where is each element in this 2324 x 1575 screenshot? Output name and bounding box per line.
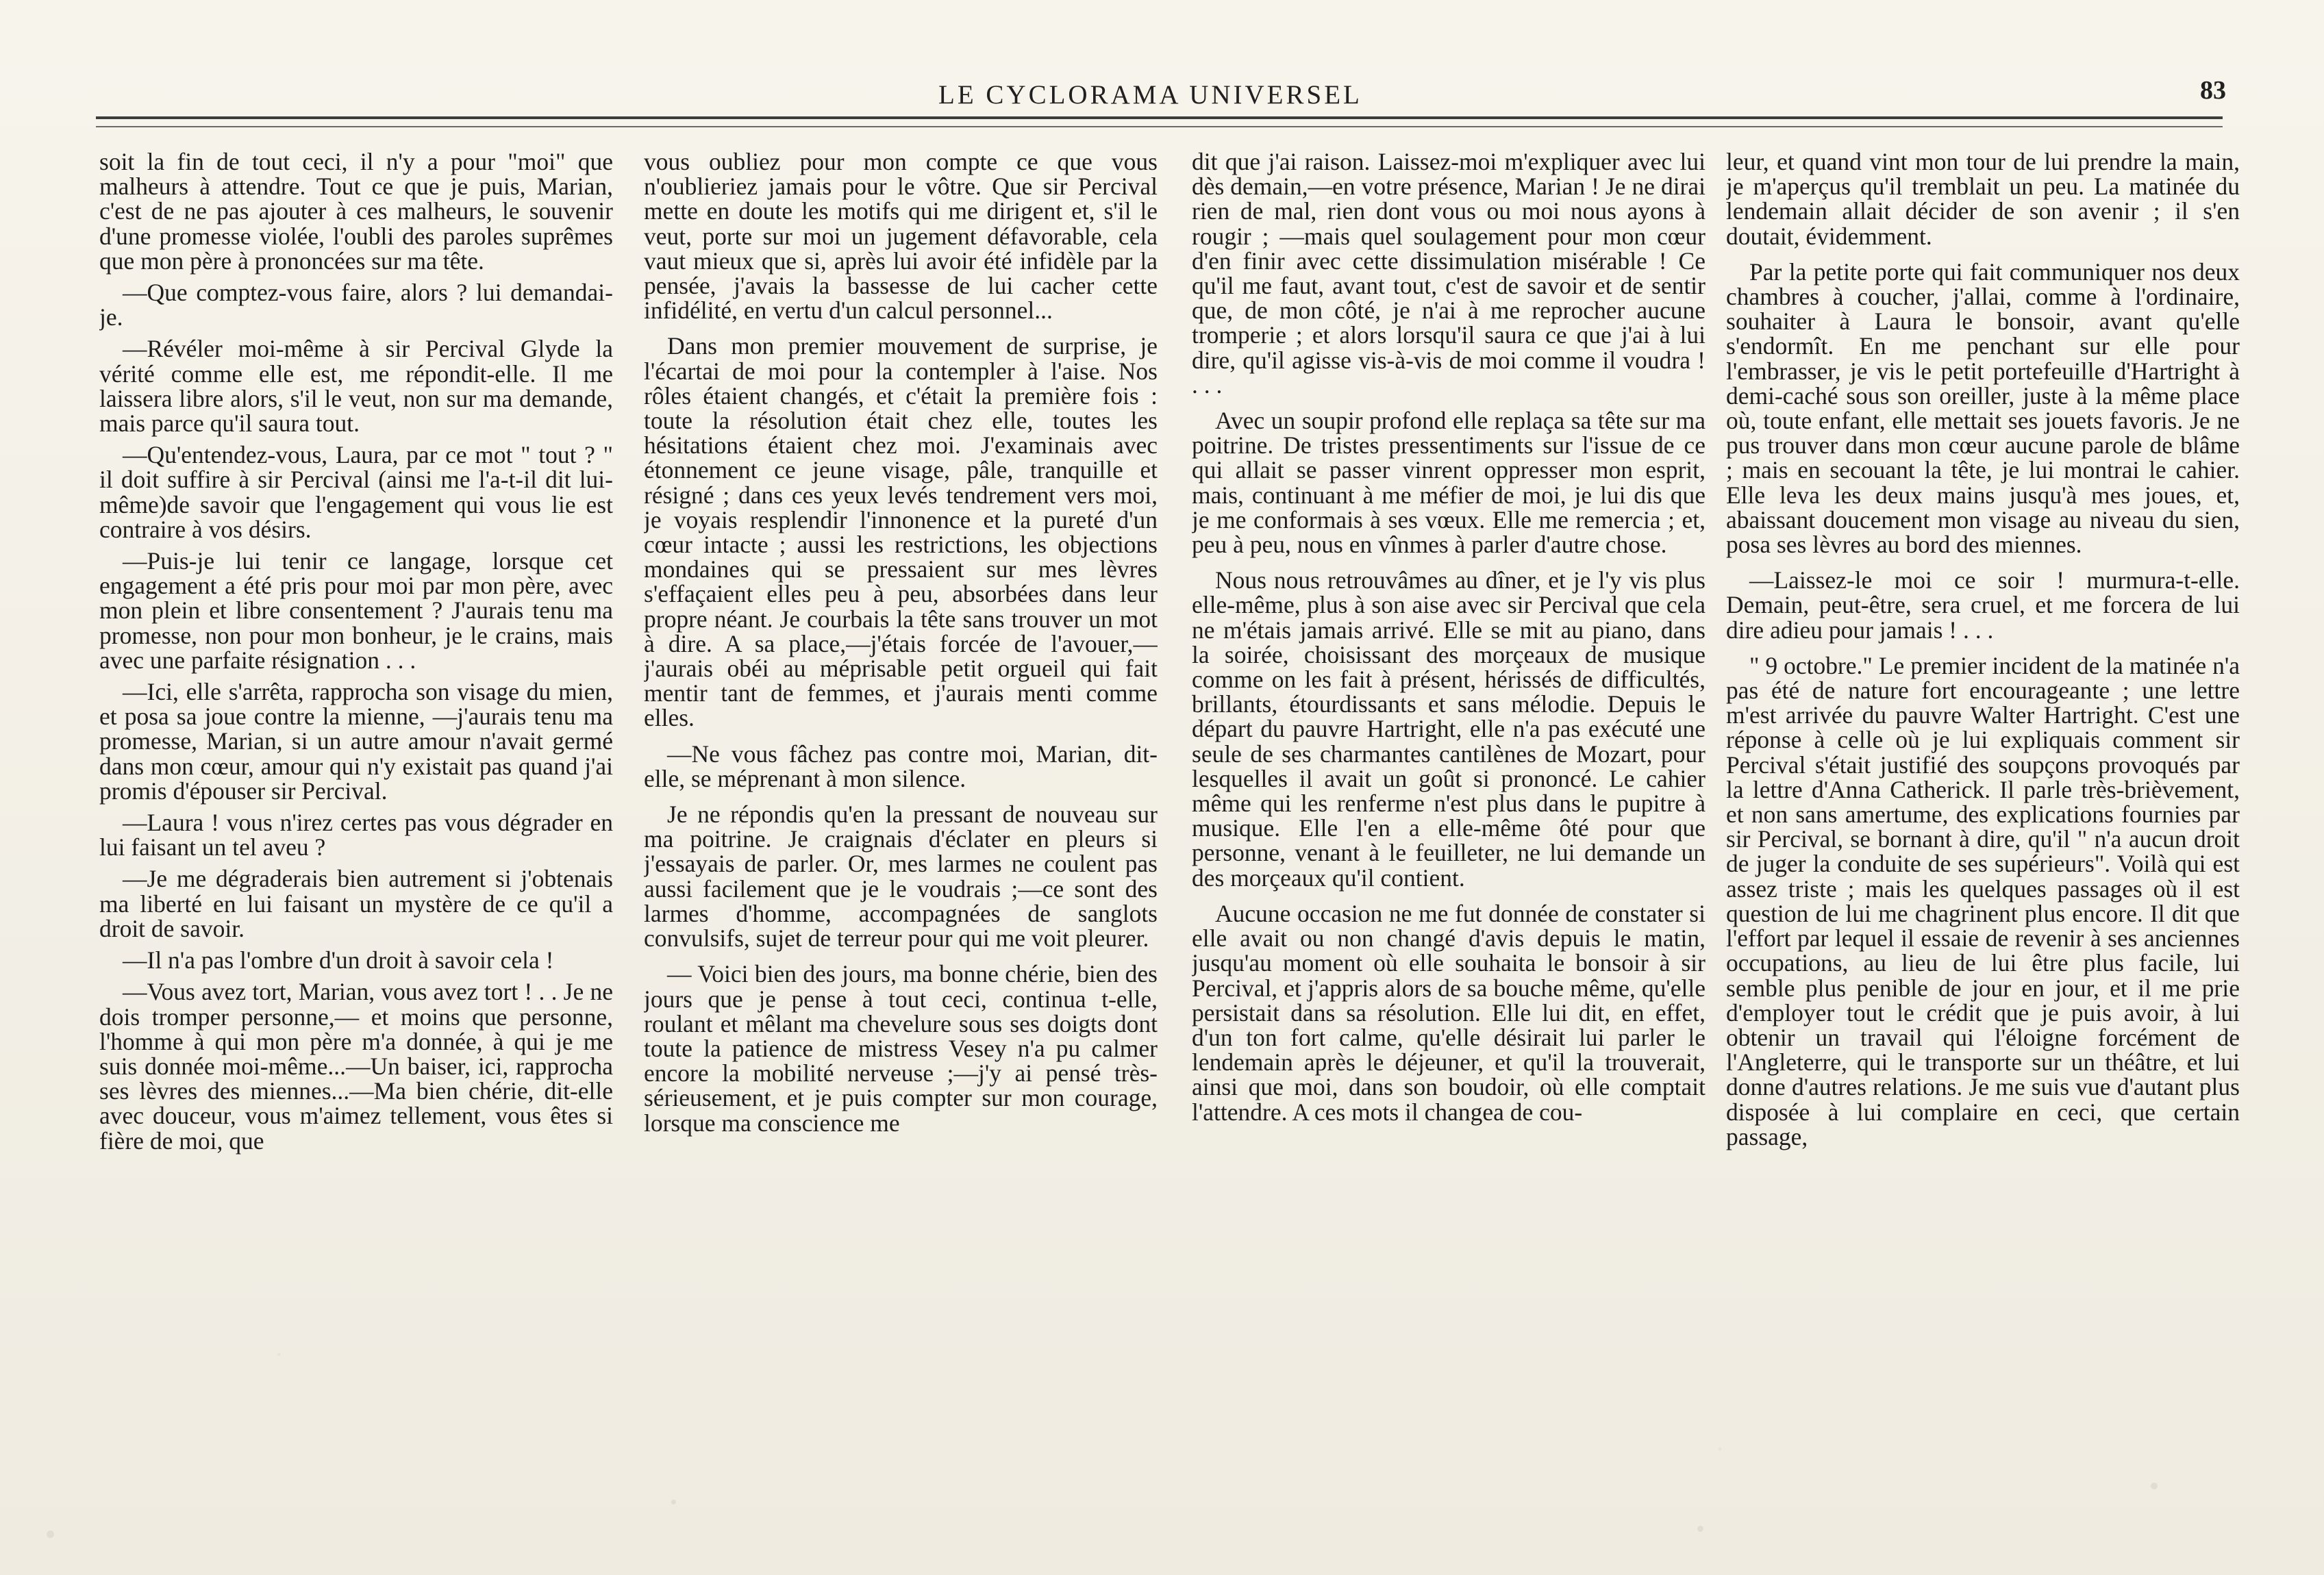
text-column-2: [644, 149, 1158, 1423]
paragraph-col4-3: —Laissez-le moi ce soir ! murmura-t-elle. Demain, peut-être, sera cruel, et me forcera de lui dire adieu pour jamais ! . . .: [1726, 566, 2240, 644]
paragraph-col2-4: Je ne répondis qu'en la pressant de nouveau sur ma poitrine. Je craignais d'éclater en pleurs si j'essayais de parler. Or, mes larmes ne coulent pas aussi facilement que je le voudrais ;—ce sont des larmes d'homme, accompagnées de sanglots convulsifs, sujet de terreur pour qui me voit pleurer.: [644, 801, 1158, 953]
text-column-1: [99, 149, 613, 1423]
paragraph-col1-2: —Que comptez-vous faire, alors ? lui demandai-je.: [99, 279, 613, 331]
paragraph-col1-1: soit la fin de tout ceci, il n'y a pour "moi" que malheurs à attendre. Tout ce que je puis, Marian, c'est de ne pas ajouter à ces malheurs, le souvenir d'une promesse violée, l'oubli des paroles suprêmes que mon père à prononcées sur ma tête.: [99, 149, 613, 275]
paragraph-col1-10: —Vous avez tort, Marian, vous avez tort ! . . Je ne dois tromper personne,— et moins que personne, l'homme à qui mon père m'a donnée, à qui je me suis donnée moi-même...—Un baiser, ici, rapprocha ses lèvres des miennes...—Ma bien chérie, dit-elle avec douceur, vous m'aimez tellement, vous êtes si fière de moi, que: [99, 978, 613, 1155]
paragraph-col2-1: vous oubliez pour mon compte ce que vous n'oublieriez jamais pour le vôtre. Que sir Percival mette en doute les motifs qui me dirigent et, s'il le veut, porte sur moi un jugement défavorable, cela vaut mieux que si, après lui avoir été infidèle par la pensée, j'avais la bassesse de lui cacher cette infidélité, en vertu d'un calcul personnel...: [644, 149, 1158, 325]
page-title: LE CYCLORAMA UNIVERSEL: [938, 80, 1362, 110]
page-number: 83: [2200, 76, 2226, 105]
paragraph-col2-3: —Ne vous fâchez pas contre moi, Marian, dit-elle, se méprenant à mon silence.: [644, 740, 1158, 792]
paragraph-col1-5: —Puis-je lui tenir ce langage, lorsque cet engagement a été pris pour moi par mon père, avec mon plein et libre consentement ? J'aurais tenu ma promesse, non pour mon bonheur, je le crains, mais avec une parfaite résignation . . .: [99, 547, 613, 674]
header-rule-bottom: [96, 126, 2223, 127]
paragraph-col2-2: Dans mon premier mouvement de surprise, je l'écartai de moi pour la contempler à l'aise. Nos rôles étaient changés, et c'était la première fois : toute la résolution était chez elle, toutes les hésitations étaient chez moi. J'examinais avec étonnement ce jeune visage, pâle, tranquille et résigné ; dans ces yeux levés tendrement vers moi, je voyais resplendir l'innonence et la pureté d'un cœur intacte ; aussi les restrictions, les objections mondaines qui se pressaient sur mes lèvres s'effaçaient elles peu à peu, absorbées dans leur propre néant. Je courbais la tête sans trouver un mot à dire. A sa place,—j'étais forcée de l'avouer,— j'aurais obéi au méprisable petit orgueil qui fait mentir tant de femmes, et j'aurais menti comme elles.: [644, 332, 1158, 732]
paragraph-col3-3: Nous nous retrouvâmes au dîner, et je l'y vis plus elle-même, plus à son aise avec sir Percival que cela ne m'étais jamais arrivé. Elle se mit au piano, dans la soirée, choisissant des morçeaux de musique comme on les fait à présent, hérissés de difficultés, brillants, étourdissants et sans mélodie. Depuis le départ du pauvre Hartright, elle n'a pas exécuté une seule de ses charmantes cantilènes de Mozart, pour lesquelles il avait un goût si prononcé. Le cahier même qui les renferme n'est plus dans le pupitre à musique. Elle l'en a elle-même ôté pour que personne, venant à le feuilleter, ne lui demande un des morçeaux qu'il contient.: [1192, 566, 1705, 892]
paragraph-col4-4: " 9 octobre." Le premier incident de la matinée n'a pas été de nature fort encourageante ; une lettre m'est arrivée du pauvre Walter Hartright. C'est une réponse à celle où je lui expliquais comment sir Percival s'était justifié des soupçons provoqués par la lettre d'Anna Catherick. Il parle très-brièvement, et non sans amertume, des explications fournies par sir Percival, se bornant à dire, qu'il " n'a aucun droit de juger la conduite de ses supérieurs". Voilà qui est assez triste ; mais les quelques passages où il est question de lui me chagrinent plus encore. Il dit que l'effort par lequel il essaie de revenir à ses anciennes occupations, au lieu de lui être plus facile, lui semble plus penible de jour en jour, et il me prie d'employer tout le crédit que je puis avoir, à lui obtenir un travail qui l'éloigne forcément de l'Angleterre, qui le transporte sur un théâtre, et lui donne d'autres relations. Je me suis vue d'autant plus disposée à lui complaire en ceci, que certain passage,: [1726, 651, 2240, 1150]
text-column-3: [1192, 149, 1705, 1423]
header-rule-top: [96, 116, 2223, 119]
paragraph-col3-2: Avec un soupir profond elle replaça sa tête sur ma poitrine. De tristes pressentiments sur l'issue de ce qui allait se passer vinrent oppresser mon esprit, mais, continuant à me méfier de moi, je lui dis que je me conformais à ses vœux. Elle me remercia ; et, peu à peu, nous en vînmes à parler d'autre chose.: [1192, 407, 1705, 559]
paragraph-col1-6: —Ici, elle s'arrêta, rapprocha son visage du mien, et posa sa joue contre la mienne, —j'aurais tenu ma promesse, Marian, si un autre amour n'avait germé dans mon cœur, amour qui n'y existait pas quand j'ai promis d'épouser sir Percival.: [99, 678, 613, 805]
paragraph-col3-4: Aucune occasion ne me fut donnée de constater si elle avait ou non changé d'avis depuis le matin, jusqu'au moment où elle souhaita le bonsoir à sir Percival, et j'appris alors de sa bouche même, qu'elle persistait dans sa résolution. Elle lui dit, en effet, d'un ton fort calme, qu'elle désirait lui parler le lendemain après le déjeuner, et qu'il la trouverait, ainsi que moi, dans son boudoir, où elle comptait l'attendre. A ces mots il changea de cou-: [1192, 899, 1705, 1126]
paper-speckle: [671, 1500, 676, 1504]
article-body: [99, 149, 2240, 1423]
paper-speckle: [2151, 1483, 2158, 1489]
paragraph-col1-4: —Qu'entendez-vous, Laura, par ce mot " tout ? " il doit suffire à sir Percival (ainsi me l'a-t-il dit lui-même)de savoir que l'engagement qui vous lie est contraire à vos désirs.: [99, 441, 613, 543]
paragraph-col4-2: Par la petite porte qui fait communiquer nos deux chambres à coucher, j'allai, comme à l'ordinaire, souhaiter à Laura le bonsoir, avant qu'elle s'endormît. En me penchant sur elle pour l'embrasser, je vis le petit portefeuille d'Hartright à demi-caché sous son oreiller, juste à la même place où, toute enfant, elle mettait ses jouets favoris. Je ne pus trouver dans mon cœur aucune parole de blâme ; mais en secouant la tête, je lui montrai le cahier. Elle leva les deux mains jusqu'à mes joues, et, abaissant doucement mon visage au niveau du sien, posa ses lèvres au bord des miennes.: [1726, 257, 2240, 559]
paragraph-col1-9: —Il n'a pas l'ombre d'un droit à savoir cela !: [123, 946, 554, 974]
paragraph-col3-1: dit que j'ai raison. Laissez-moi m'expliquer avec lui dès demain,—en votre présence, Marian ! Je ne dirai rien de mal, rien dont vous ou moi nous ayons à rougir ; —mais quel soulagement pour mon cœur d'en finir avec cette dissimulation misérable ! Ce qu'il me faut, avant tout, c'est de savoir et de sentir que, de mon côté, je n'ai à me reprocher aucune tromperie ; et alors lorsqu'il saura ce que j'ai à lui dire, qu'il agisse vis-à-vis de moi comme il voudra ! . . .: [1192, 149, 1705, 399]
text-column-4: [1726, 149, 2240, 1423]
paragraph-col1-8: —Je me dégraderais bien autrement si j'obtenais ma liberté en lui faisant un mystère de ce qu'il a droit de savoir.: [99, 865, 613, 942]
paper-speckle: [1697, 1526, 1703, 1532]
paragraph-col4-1: leur, et quand vint mon tour de lui prendre la main, je m'aperçus qu'il tremblait un peu. La matinée du lendemain allait décider de son avenir ; il s'en doutait, évidemment.: [1726, 149, 2240, 250]
running-header: [0, 75, 2324, 116]
paper-speckle: [47, 1530, 54, 1538]
paragraph-col2-5: — Voici bien des jours, ma bonne chérie, bien des jours que je pense à tout ceci, continua t-elle, roulant et mêlant ma chevelure sous ses doigts dont toute la patience de mistress Vesey n'a pu calmer encore la mobilité nerveuse ;—j'y ai pensé très-sérieusement, et je puis compter sur mon courage, lorsque ma conscience me: [644, 960, 1158, 1137]
paragraph-col1-3: —Révéler moi-même à sir Percival Glyde la vérité comme elle est, me répondit-elle. Il me laissera libre alors, s'il le veut, non sur ma demande, mais parce qu'il saura tout.: [99, 335, 613, 438]
paragraph-col1-7: —Laura ! vous n'irez certes pas vous dégrader en lui faisant un tel aveu ?: [99, 809, 613, 861]
